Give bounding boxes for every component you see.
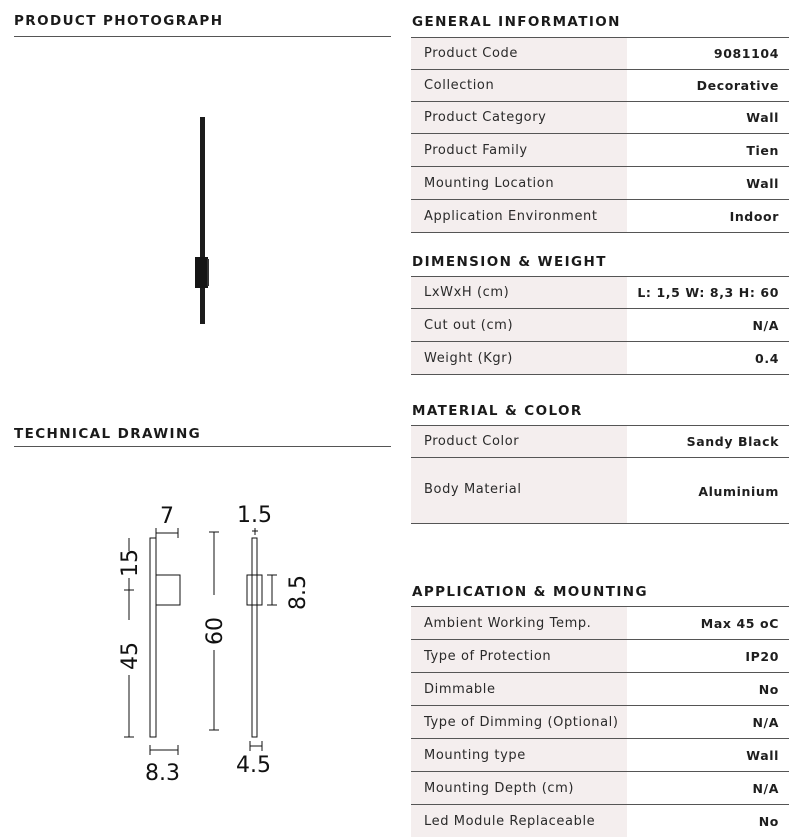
row-label: Cut out (cm) xyxy=(411,309,627,341)
row-label: Product Code xyxy=(411,38,627,69)
row-value: No xyxy=(758,681,779,697)
dimension-weight-table xyxy=(411,276,789,375)
row-value: Wall xyxy=(746,175,779,191)
table-row xyxy=(411,102,789,134)
row-value: 0.4 xyxy=(755,350,779,366)
row-label: Ambient Working Temp. xyxy=(411,607,627,639)
front-mount-box xyxy=(156,575,180,605)
table-row xyxy=(411,38,789,70)
table-row xyxy=(411,167,789,200)
table-row xyxy=(411,426,789,458)
front-rod xyxy=(150,538,156,737)
row-label: Product Color xyxy=(411,426,627,457)
table-row xyxy=(411,134,789,167)
row-label: Weight (Kgr) xyxy=(411,342,627,374)
general-information-table xyxy=(411,37,789,233)
row-label: Mounting Location xyxy=(411,167,627,199)
technical-drawing-title: TECHNICAL DRAWING xyxy=(14,426,202,442)
row-label: Mounting Depth (cm) xyxy=(411,772,627,804)
row-label: Application Environment xyxy=(411,200,627,232)
table-row xyxy=(411,342,789,375)
product-photograph-title: PRODUCT PHOTOGRAPH xyxy=(14,13,224,29)
material-color-table xyxy=(411,425,789,524)
row-value: Max 45 oC xyxy=(700,615,779,631)
row-value: Wall xyxy=(746,110,779,125)
dim-side-top: 1.5 xyxy=(237,503,272,528)
row-label: Body Material xyxy=(411,458,627,523)
row-label: Type of Protection xyxy=(411,640,627,672)
row-value: N/A xyxy=(752,714,779,730)
product-photograph-rule xyxy=(14,36,391,37)
table-row xyxy=(411,805,789,837)
lamp-rod xyxy=(200,117,205,324)
dim-front-base: 8.3 xyxy=(145,761,180,786)
row-value: Aluminium xyxy=(698,484,779,499)
general-information-title: GENERAL INFORMATION xyxy=(412,14,621,30)
table-row xyxy=(411,706,789,739)
dim-front-lower: 45 xyxy=(118,642,143,670)
row-value: No xyxy=(758,813,779,829)
table-row xyxy=(411,70,789,102)
row-value: N/A xyxy=(752,317,779,333)
side-mount-box xyxy=(247,575,262,605)
table-row xyxy=(411,739,789,772)
row-value: L: 1,5 W: 8,3 H: 60 xyxy=(637,285,779,300)
side-rod xyxy=(252,538,257,737)
row-value: 9081104 xyxy=(713,46,779,61)
table-row xyxy=(411,458,789,524)
row-value: IP20 xyxy=(745,648,779,664)
technical-drawing-rule xyxy=(14,446,391,447)
material-color-title: MATERIAL & COLOR xyxy=(412,403,583,419)
table-row xyxy=(411,772,789,805)
dim-front-width: 7 xyxy=(160,504,174,529)
dimension-weight-title: DIMENSION & WEIGHT xyxy=(412,254,607,270)
dim-front-upper: 15 xyxy=(118,549,143,577)
dim-side-box: 8.5 xyxy=(286,575,311,610)
table-row xyxy=(411,640,789,673)
row-value: Indoor xyxy=(729,208,779,224)
row-label: Product Category xyxy=(411,102,627,133)
row-label: Type of Dimming (Optional) xyxy=(411,706,627,738)
product-photo xyxy=(180,110,230,330)
row-label: Led Module Replaceable xyxy=(411,805,627,837)
dim-side-height: 60 xyxy=(203,617,228,645)
table-row xyxy=(411,673,789,706)
application-mounting-table xyxy=(411,606,789,837)
row-value: Decorative xyxy=(696,78,779,93)
row-label: Mounting type xyxy=(411,739,627,771)
row-value: Wall xyxy=(746,747,779,763)
row-label: Collection xyxy=(411,70,627,101)
application-mounting-title: APPLICATION & MOUNTING xyxy=(412,584,648,600)
row-label: Dimmable xyxy=(411,673,627,705)
table-row xyxy=(411,607,789,640)
table-row xyxy=(411,277,789,309)
technical-drawing xyxy=(100,495,330,795)
row-label: LxWxH (cm) xyxy=(411,277,627,308)
table-row xyxy=(411,200,789,233)
row-value: N/A xyxy=(752,780,779,796)
table-row xyxy=(411,309,789,342)
row-label: Product Family xyxy=(411,134,627,166)
dim-side-base: 4.5 xyxy=(236,753,271,778)
row-value: Tien xyxy=(746,142,779,158)
lamp-mount xyxy=(195,257,208,288)
row-value: Sandy Black xyxy=(686,434,779,449)
